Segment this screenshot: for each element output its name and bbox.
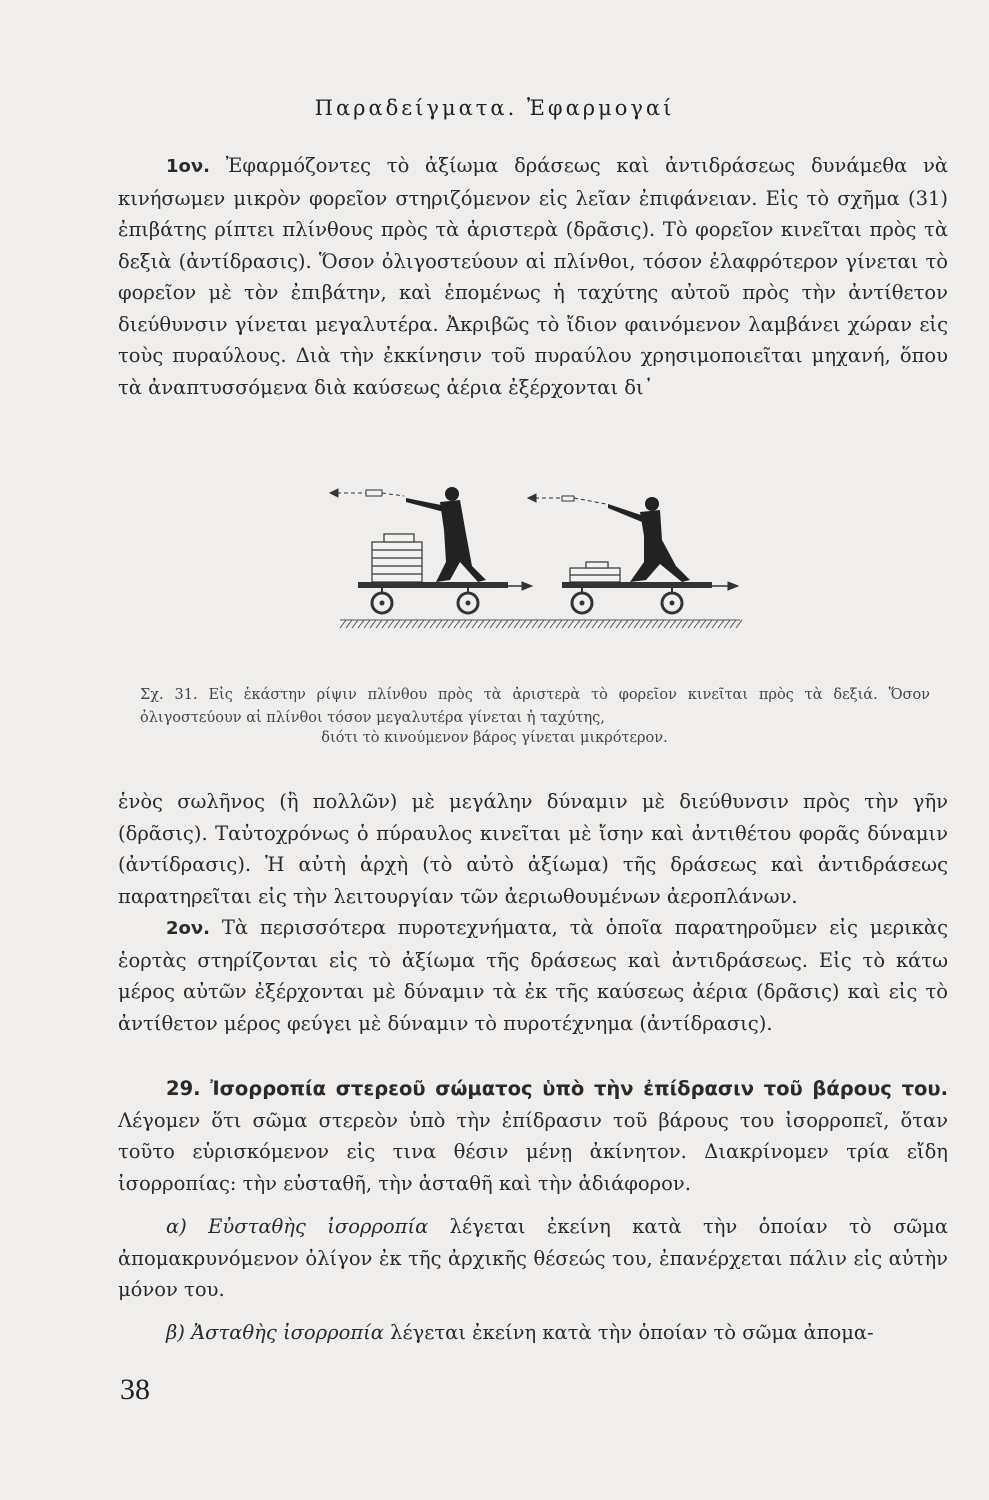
hatch-stroke	[424, 620, 430, 628]
hatch-stroke	[604, 620, 610, 628]
hatch-stroke	[508, 620, 514, 628]
item-a-text: λέγεται ἐκείνη κατὰ τὴν ὁποίαν τὸ σῶμα ἀπομακρυνόμενον ὀλίγον ἐκ τῆς ἀρχικῆς θέσεώς του, ἐπανέρχεται πάλιν εἰς αὐτὴν μόνον του.	[118, 1215, 949, 1301]
cart-left	[358, 582, 508, 613]
hatch-stroke	[370, 620, 376, 628]
hatch-stroke	[520, 620, 526, 628]
figure-31-illustration	[300, 470, 770, 640]
hatch-stroke	[676, 620, 682, 628]
hatch-stroke	[448, 620, 454, 628]
hatch-stroke	[736, 620, 742, 628]
hatch-stroke	[376, 620, 382, 628]
hatch-stroke	[622, 620, 628, 628]
hatch-stroke	[544, 620, 550, 628]
hatch-stroke	[418, 620, 424, 628]
hatch-stroke	[616, 620, 622, 628]
hatch-stroke	[406, 620, 412, 628]
hatch-stroke	[454, 620, 460, 628]
hatch-stroke	[430, 620, 436, 628]
hatch-stroke	[400, 620, 406, 628]
section-29-text: Λέγομεν ὅτι σῶμα στερεὸν ὑπὸ τὴν ἐπίδρασιν τοῦ βάρους του ἰσορροπεῖ, ὅταν τοῦτο εὑρισκόμενον εἰς τινα θέσιν μένῃ ἀκίνητον. Διακρίνομεν τρία εἴδη ἰσορροπίας: τὴν εὐσταθῆ, τὴν ἀσταθῆ καὶ τὴν ἀδιάφορον.	[118, 1108, 948, 1195]
hatch-stroke	[472, 620, 478, 628]
thrown-brick-right	[528, 494, 606, 504]
paragraph-rocket-continued: ἑνὸς σωλῆνος (ἢ πολλῶν) μὲ μεγάλην δύναμιν μὲ διεύθυνσιν πρὸς τὴν γῆν (δρᾶσις). Ταὐτοχρόνως ὁ πύραυλος κινεῖται μὲ ἴσην καὶ ἀντιθέτου φορᾶς δύναμιν (ἀντίδρασις). Ἡ αὐτὴ ἀρχὴ (τὸ αὐτὸ ἀξίωμα) τῆς δράσεως καὶ ἀντιδράσεως παρατηρεῖται εἰς τὴν λειτουργίαν τῶν ἀεριωθουμένων ἀεροπλάνων.	[118, 790, 948, 908]
example-2-text: Τὰ περισσότερα πυροτεχνήματα, τὰ ὁποῖα παρατηροῦμεν εἰς μερικὰς ἑορτὰς στηρίζονται εἰς τὸ ἀξίωμα τῆς δράσεως καὶ ἀντιδράσεως. Εἰς τὸ κάτω μέρος αὐτῶν ἐξέρχονται μὲ δύναμιν τὰ ἐκ τῆς καύσεως ἀέρια (δρᾶσις) καὶ εἰς τὸ ἀντίθετον μέρος φεύγει μὲ δύναμιν τὸ πυροτέχνημα (ἀντίδρασις).	[118, 916, 948, 1035]
caption-text: Εἰς ἑκάστην ρίψιν πλίνθου πρὸς τὰ ἀριστερὰ τὸ φορεῖον κινεῖται πρὸς τὰ δεξιά. Ὅσον ὀλιγοστεύουν αἱ πλίνθοι τόσον μεγαλυτέρα γίνεται ἡ ταχύτης,	[140, 687, 930, 726]
hatch-stroke	[568, 620, 574, 628]
hatch-stroke	[640, 620, 646, 628]
hatch-stroke	[730, 620, 736, 628]
hatch-stroke	[436, 620, 442, 628]
hatch-stroke	[574, 620, 580, 628]
hatch-stroke	[610, 620, 616, 628]
cart-right	[562, 582, 712, 613]
hatch-stroke	[364, 620, 370, 628]
hatch-stroke	[712, 620, 718, 628]
hatch-stroke	[340, 620, 346, 628]
ground-hatching	[340, 620, 742, 628]
hatch-stroke	[634, 620, 640, 628]
hatch-stroke	[490, 620, 496, 628]
paragraph-example-1	[118, 150, 948, 403]
hatch-stroke	[538, 620, 544, 628]
example-1-text: Ἐφαρμόζοντες τὸ ἀξίωμα δράσεως καὶ ἀντιδράσεως δυνάμεθα νὰ κινήσωμεν μικρὸν φορεῖον στηριζόμενον εἰς λεῖαν ἐπιφάνειαν. Εἰς τὸ σχῆμα (31) ἐπιβάτης ρίπτει πλίνθους πρὸς τὰ ἀριστερὰ (δρᾶσις). Τὸ φορεῖον κινεῖται πρὸς τὰ δεξιὰ (ἀντίδρασις). Ὅσον ὀλιγοστεύουν αἱ πλίνθοι, τόσον ἐλαφρότερον γίνεται τὸ φορεῖον μὲ τὸν ἐπιβάτην, καὶ ἑπομένως ἡ ταχύτης αὐτοῦ πρὸς τὴν ἀντίθετον διεύθυνσιν γίνεται μεγαλυτέρα. Ἀκριβῶς τὸ ἴδιον φαινόμενον λαμβάνει χώραν εἰς τοὺς πυραύλους. Διὰ τὴν ἐκκίνησιν τοῦ πυραύλου χρησιμοποιεῖται μηχανή, ὅπου τὰ ἀναπτυσσόμενα διὰ καύσεως ἀέρια ἐξέρχονται δι᾽	[118, 154, 948, 399]
example-2-label: 2ον.	[166, 918, 210, 939]
figure-caption	[140, 684, 930, 730]
hatch-stroke	[670, 620, 676, 628]
brick-stack-large	[372, 534, 422, 582]
hatch-stroke	[586, 620, 592, 628]
hatch-stroke	[562, 620, 568, 628]
hatch-stroke	[718, 620, 724, 628]
hatch-stroke	[442, 620, 448, 628]
hatch-stroke	[394, 620, 400, 628]
item-b-text: λέγεται ἐκείνη κατὰ τὴν ὁποίαν τὸ σῶμα ἀπομα-	[383, 1321, 874, 1344]
hatch-stroke	[700, 620, 706, 628]
hatch-stroke	[592, 620, 598, 628]
hatch-stroke	[358, 620, 364, 628]
page-number: 38	[120, 1373, 150, 1406]
hatch-stroke	[694, 620, 700, 628]
hatch-stroke	[532, 620, 538, 628]
hatch-stroke	[514, 620, 520, 628]
hatch-stroke	[466, 620, 472, 628]
item-b-unstable-equilibrium	[118, 1317, 948, 1349]
caption-last-line: διότι τὸ κινούμενον βάρος γίνεται μικρότερον.	[321, 730, 668, 746]
hatch-stroke	[550, 620, 556, 628]
hatch-stroke	[682, 620, 688, 628]
hatch-stroke	[346, 620, 352, 628]
hatch-stroke	[706, 620, 712, 628]
hatch-stroke	[688, 620, 694, 628]
hatch-stroke	[664, 620, 670, 628]
hatch-stroke	[652, 620, 658, 628]
caption-label: Σχ. 31.	[140, 687, 198, 703]
hatch-stroke	[484, 620, 490, 628]
hatch-stroke	[460, 620, 466, 628]
hatch-stroke	[556, 620, 562, 628]
hatch-stroke	[382, 620, 388, 628]
hatch-stroke	[388, 620, 394, 628]
item-a-label: α) Εὐσταθὴς ἰσορροπία	[166, 1215, 429, 1238]
hatch-stroke	[496, 620, 502, 628]
thrown-brick-left	[330, 489, 404, 497]
hatch-stroke	[412, 620, 418, 628]
section-29	[118, 1073, 948, 1199]
hatch-stroke	[478, 620, 484, 628]
paragraph-example-2	[118, 912, 948, 1039]
item-b-label: β) Ἀσταθὴς ἰσορροπία	[166, 1321, 384, 1344]
hatch-stroke	[526, 620, 532, 628]
hatch-stroke	[352, 620, 358, 628]
hatch-stroke	[502, 620, 508, 628]
example-1-label: 1ον.	[166, 156, 210, 177]
hatch-stroke	[580, 620, 586, 628]
hatch-stroke	[658, 620, 664, 628]
item-a-stable-equilibrium	[118, 1211, 948, 1306]
hatch-stroke	[598, 620, 604, 628]
section-29-title: 29. Ἰσορροπία στερεοῦ σώματος ὑπὸ τὴν ἐπίδρασιν τοῦ βάρους του.	[166, 1077, 948, 1100]
brick-stack-small	[570, 562, 620, 582]
hatch-stroke	[724, 620, 730, 628]
page-heading: Παραδείγματα. Ἐφαρμογαί	[314, 96, 675, 120]
hatch-stroke	[646, 620, 652, 628]
hatch-stroke	[628, 620, 634, 628]
